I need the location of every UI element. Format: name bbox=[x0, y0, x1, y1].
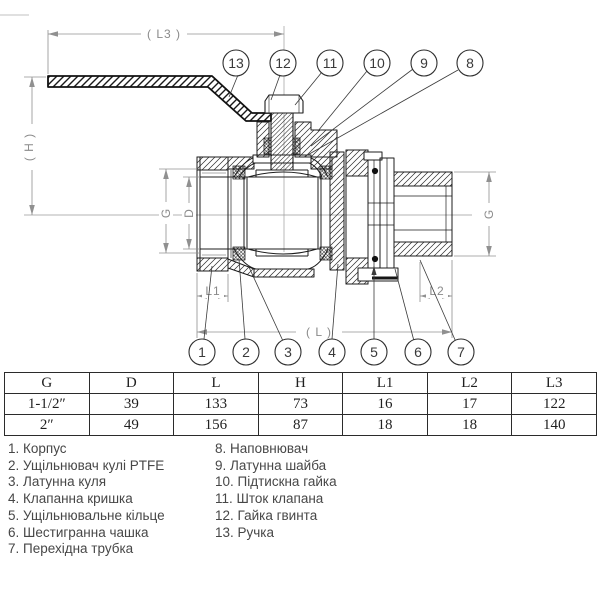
table-row bbox=[5, 394, 597, 415]
table-header-cell: L bbox=[174, 373, 259, 394]
dim-label-l1: L1 bbox=[205, 284, 221, 298]
svg-text:10: 10 bbox=[369, 55, 385, 71]
parts-list-item: 10. Підтискна гайка bbox=[215, 474, 337, 490]
table-cell: 17 bbox=[427, 394, 512, 415]
callout-13 bbox=[223, 50, 249, 76]
ptfe-seats bbox=[233, 166, 332, 260]
parts-list-item: 9. Латунна шайба bbox=[215, 457, 327, 473]
table-header-cell: L1 bbox=[343, 373, 428, 394]
callout-9 bbox=[411, 50, 437, 76]
parts-list-item: 5. Ущільнювальне кільце bbox=[8, 507, 165, 523]
table-cell: 39 bbox=[89, 394, 174, 415]
dim-label-l: ( L ) bbox=[306, 325, 332, 339]
table-header-cell: G bbox=[5, 373, 90, 394]
svg-text:5: 5 bbox=[370, 344, 378, 360]
union-nut bbox=[330, 150, 368, 284]
parts-list-item: 11. Шток клапана bbox=[215, 491, 324, 507]
dim-label-g-left: G bbox=[159, 207, 173, 219]
parts-list-item: 6. Шестигранна чашка bbox=[8, 524, 149, 540]
svg-text:7: 7 bbox=[457, 344, 465, 360]
dim-label-l2: L2 bbox=[429, 284, 445, 298]
table-cell: 49 bbox=[89, 415, 174, 436]
svg-text:4: 4 bbox=[328, 344, 336, 360]
table-header-cell: D bbox=[89, 373, 174, 394]
table-cell: 133 bbox=[174, 394, 259, 415]
table-header-cell: L2 bbox=[427, 373, 512, 394]
callout-8 bbox=[457, 50, 483, 76]
callout-11 bbox=[317, 50, 343, 76]
callout-7 bbox=[448, 339, 474, 365]
callout-2 bbox=[233, 339, 259, 365]
svg-text:6: 6 bbox=[414, 344, 422, 360]
parts-list-item: 13. Ручка bbox=[215, 524, 275, 540]
svg-text:2: 2 bbox=[242, 344, 250, 360]
table-header-cell: L3 bbox=[512, 373, 597, 394]
table-cell: 156 bbox=[174, 415, 259, 436]
callout-10 bbox=[364, 50, 390, 76]
table-header-cell: H bbox=[258, 373, 343, 394]
valve-handle bbox=[48, 76, 271, 121]
parts-list-item: 1. Корпус bbox=[8, 441, 67, 456]
parts-list-item: 8. Наповнювач bbox=[215, 441, 309, 456]
callout-5 bbox=[361, 339, 387, 365]
svg-text:8: 8 bbox=[466, 55, 474, 71]
svg-text:3: 3 bbox=[284, 344, 292, 360]
table-cell: 87 bbox=[258, 415, 343, 436]
ball-chamber bbox=[244, 170, 321, 256]
table-cell: 18 bbox=[343, 415, 428, 436]
table-cell: 1-1/2″ bbox=[5, 394, 90, 415]
dim-label-g-right: G bbox=[482, 208, 496, 220]
callout-1 bbox=[189, 339, 215, 365]
table-cell: 18 bbox=[427, 415, 512, 436]
parts-list-item: 2. Ущільнювач кулі PTFE bbox=[8, 457, 165, 473]
dimensions-table bbox=[4, 372, 597, 436]
svg-text:12: 12 bbox=[275, 55, 291, 71]
dim-label-d: D bbox=[182, 208, 196, 218]
table-cell: 16 bbox=[343, 394, 428, 415]
hex-cup bbox=[358, 268, 398, 281]
table-row bbox=[5, 415, 597, 436]
table-cell: 140 bbox=[512, 415, 597, 436]
dim-label-l3: ( L3 ) bbox=[146, 27, 182, 41]
svg-text:13: 13 bbox=[228, 55, 244, 71]
parts-list-item: 12. Гайка гвинта bbox=[215, 507, 318, 523]
parts-list-item: 7. Перехідна трубка bbox=[8, 541, 134, 557]
table-cell: 2″ bbox=[5, 415, 90, 436]
svg-text:11: 11 bbox=[322, 55, 338, 71]
seal-rings bbox=[368, 160, 394, 272]
parts-list-right bbox=[215, 441, 337, 541]
callout-6 bbox=[405, 339, 431, 365]
parts-list-item: 3. Латунна куля bbox=[8, 474, 107, 490]
svg-text:1: 1 bbox=[198, 344, 206, 360]
callout-12 bbox=[270, 50, 296, 76]
parts-list-left bbox=[8, 441, 165, 558]
table-cell: 122 bbox=[512, 394, 597, 415]
o-ring-bottom bbox=[372, 256, 378, 262]
callout-4 bbox=[319, 339, 345, 365]
svg-text:9: 9 bbox=[420, 55, 428, 71]
parts-list-item: 4. Клапанна кришка bbox=[8, 491, 133, 507]
dim-label-h: ( H ) bbox=[22, 132, 36, 162]
table-header-row bbox=[5, 373, 597, 394]
callout-3 bbox=[275, 339, 301, 365]
table-cell: 73 bbox=[258, 394, 343, 415]
o-ring-top bbox=[372, 168, 378, 174]
